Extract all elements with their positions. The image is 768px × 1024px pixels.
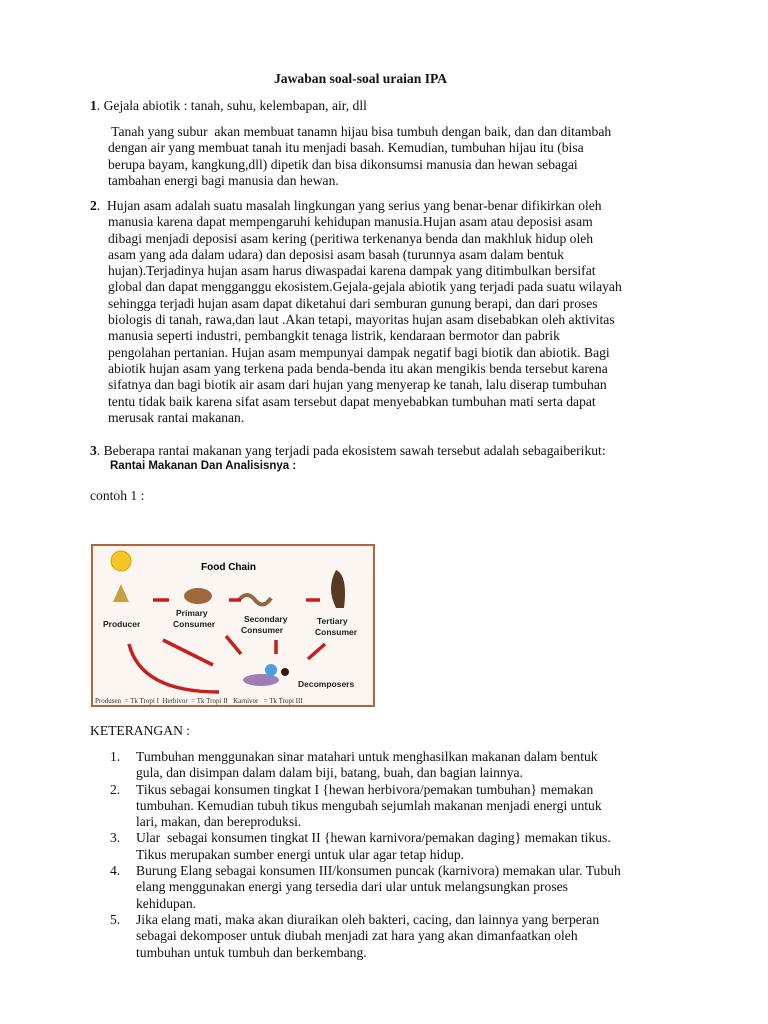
example-label: contoh 1 : <box>90 488 145 503</box>
text-line: dibagi menjadi deposisi asam kering (peritiwa terkenanya benda dan makhluk hidup oleh <box>108 230 594 246</box>
butterfly-icon <box>265 664 277 676</box>
list-item <box>110 782 621 831</box>
q1-heading-text: . Gejala abiotik : tanah, suhu, kelembapan, air, dll <box>96 98 367 113</box>
primary-label: Primary <box>176 608 208 618</box>
text-line: elang menggunakan energi yang tersedia dari ular untuk melangsungkan proses <box>136 879 568 895</box>
text-line: global dan dapat mengganggu ekosistem.Gejala-gejala abiotik yang terjadi pada suatu wilayah <box>108 279 622 295</box>
secondary-label: Secondary <box>244 614 288 624</box>
text-line: manusia karena dapat mempengaruhi kehidupan manusia.Hujan asam atau deposisi asam <box>108 214 593 230</box>
text-line: tentu tidak baik karena sifat asam tersebut dapat menyebabkan tumbuhan mati serta dapat <box>108 393 596 409</box>
list-item <box>110 912 621 961</box>
text-line: kehidupan. <box>136 895 197 911</box>
secondary-label: Consumer <box>241 625 284 635</box>
text-line: Burung Elang sebagai konsumen III/konsumen puncak (karnivora) memakan ular. Tubuh <box>136 863 621 879</box>
text-line: Tikus sebagai konsumen tingkat I {hewan herbivora/pemakan tumbuhan} memakan <box>136 781 594 797</box>
text-line: asam yang ada dalam udara) dan deposisi asam basah (turunnya asam dalam bentuk <box>108 246 564 262</box>
list-number: 4. <box>110 863 121 879</box>
text-line: Ular sebagai konsumen tingkat II {hewan karnivora/pemakan daging} memakan tikus. <box>136 830 611 846</box>
sun-icon <box>111 551 131 571</box>
text-line: sehingga terjadi hujan asam dapat diketahui dari semburan gunung berapi, dan dari proses <box>108 295 598 311</box>
list-number: 2. <box>110 781 121 797</box>
ant-icon <box>281 668 289 676</box>
text-line: manusia seperti industri, pembangkit tenaga listrik, kendaraan bermotor dan pabrik <box>108 328 560 344</box>
decomposers-label: Decomposers <box>298 679 355 689</box>
list-number: 3. <box>110 830 121 846</box>
food-chain-title: Food Chain <box>201 562 256 573</box>
q1-number: 1 <box>90 98 97 113</box>
text-line: sifatnya dan bagi biotik air asam dari hujan yang menyerap ke tanah, lalu diserap tumbuhan <box>108 377 607 393</box>
q1-paragraph <box>108 124 611 189</box>
food-chain-image <box>91 544 375 707</box>
list-number: 1. <box>110 749 121 764</box>
text-line: abiotik hujan asam yang terkena pada benda-benda itu akan mengikis benda tersebut karena <box>108 360 608 376</box>
primary-label: Consumer <box>173 619 216 629</box>
q3-subheading: Rantai Makanan Dan Analisisnya : <box>110 460 297 472</box>
q3-number: 3 <box>90 443 97 458</box>
text-line: Tikus merupakan sumber energi untuk ular agar tetap hidup. <box>136 846 465 862</box>
text-line: berupa bayam, kangkung,dll) dipetik dan bisa dikonsumsi manusia dan hewan sebagai <box>108 156 578 172</box>
worm-icon <box>243 674 279 686</box>
tertiary-label: Tertiary <box>317 616 348 626</box>
q3-text: . Beberapa rantai makanan yang terjadi pada ekosistem sawah tersebut adalah sebagaiberikut: <box>96 443 606 458</box>
q3-heading <box>90 443 606 459</box>
text-line: dengan air yang membuat tanah itu menjadi basah. Kemudian, tumbuhan hijau itu (bisa <box>108 140 584 156</box>
q1-heading <box>90 98 367 114</box>
text-line: gula, dan disimpan dalam dalam biji, batang, buah, dan bagian lainnya. <box>136 765 523 781</box>
text-line: Tumbuhan menggunakan sinar matahari untuk menghasilkan makanan dalam bentuk <box>136 749 598 764</box>
text-line: Jika elang mati, maka akan diuraikan oleh bakteri, cacing, dan lainnya yang berperan <box>136 911 600 927</box>
q2-paragraph <box>90 198 622 426</box>
text-line: lari, makan, dan bereproduksi. <box>136 814 302 830</box>
tertiary-label: Consumer <box>315 627 358 637</box>
list-number: 5. <box>110 911 121 927</box>
text-line: tumbuhan untuk tumbuh dan berkembang. <box>136 944 367 960</box>
text-line: Tanah yang subur akan membuat tanamn hijau bisa tumbuh dengan baik, dan dan ditambah <box>108 124 612 139</box>
text-line: sebagai dekomposer untuk diubah menjadi zat hara yang akan dimanfaatkan oleh <box>136 928 578 944</box>
mouse-icon <box>184 588 212 604</box>
page-title: Jawaban soal-soal uraian IPA <box>274 71 448 86</box>
list-item <box>110 749 621 782</box>
list-item <box>110 830 621 863</box>
trophic-caption: Produsen = Tk Tropi I Herbivor = Tk Tropi II Karnivor = Tk Tropi III <box>95 697 303 705</box>
text-line: tambahan energi bagi manusia dan hewan. <box>108 172 339 188</box>
producer-label: Producer <box>103 619 141 629</box>
text-line: biologis di tanah, rawa,dan laut .Akan tetapi, mayoritas hujan asam disebabkan oleh aktivitas <box>108 312 615 328</box>
text-line: hujan).Terjadinya hujan asam harus diwaspadai karena dampak yang ditimbulkan bersifat <box>108 263 596 279</box>
keterangan-list <box>110 749 621 961</box>
text-line: . Hujan asam adalah suatu masalah lingkungan yang serius yang benar-benar difikirkan oleh <box>96 198 602 213</box>
keterangan-label: KETERANGAN : <box>90 723 191 738</box>
list-item <box>110 863 621 912</box>
text-line: pengolahan pertanian. Hujan asam mempunyai dampak negatif bagi biotik dan abiotik. Bagi <box>108 344 610 360</box>
q2-number: 2 <box>90 198 97 213</box>
text-line: merusak rantai makanan. <box>108 409 245 425</box>
text-line: tumbuhan. Kemudian tubuh tikus mengubah sejumlah makanan menjadi energi untuk <box>136 797 602 813</box>
